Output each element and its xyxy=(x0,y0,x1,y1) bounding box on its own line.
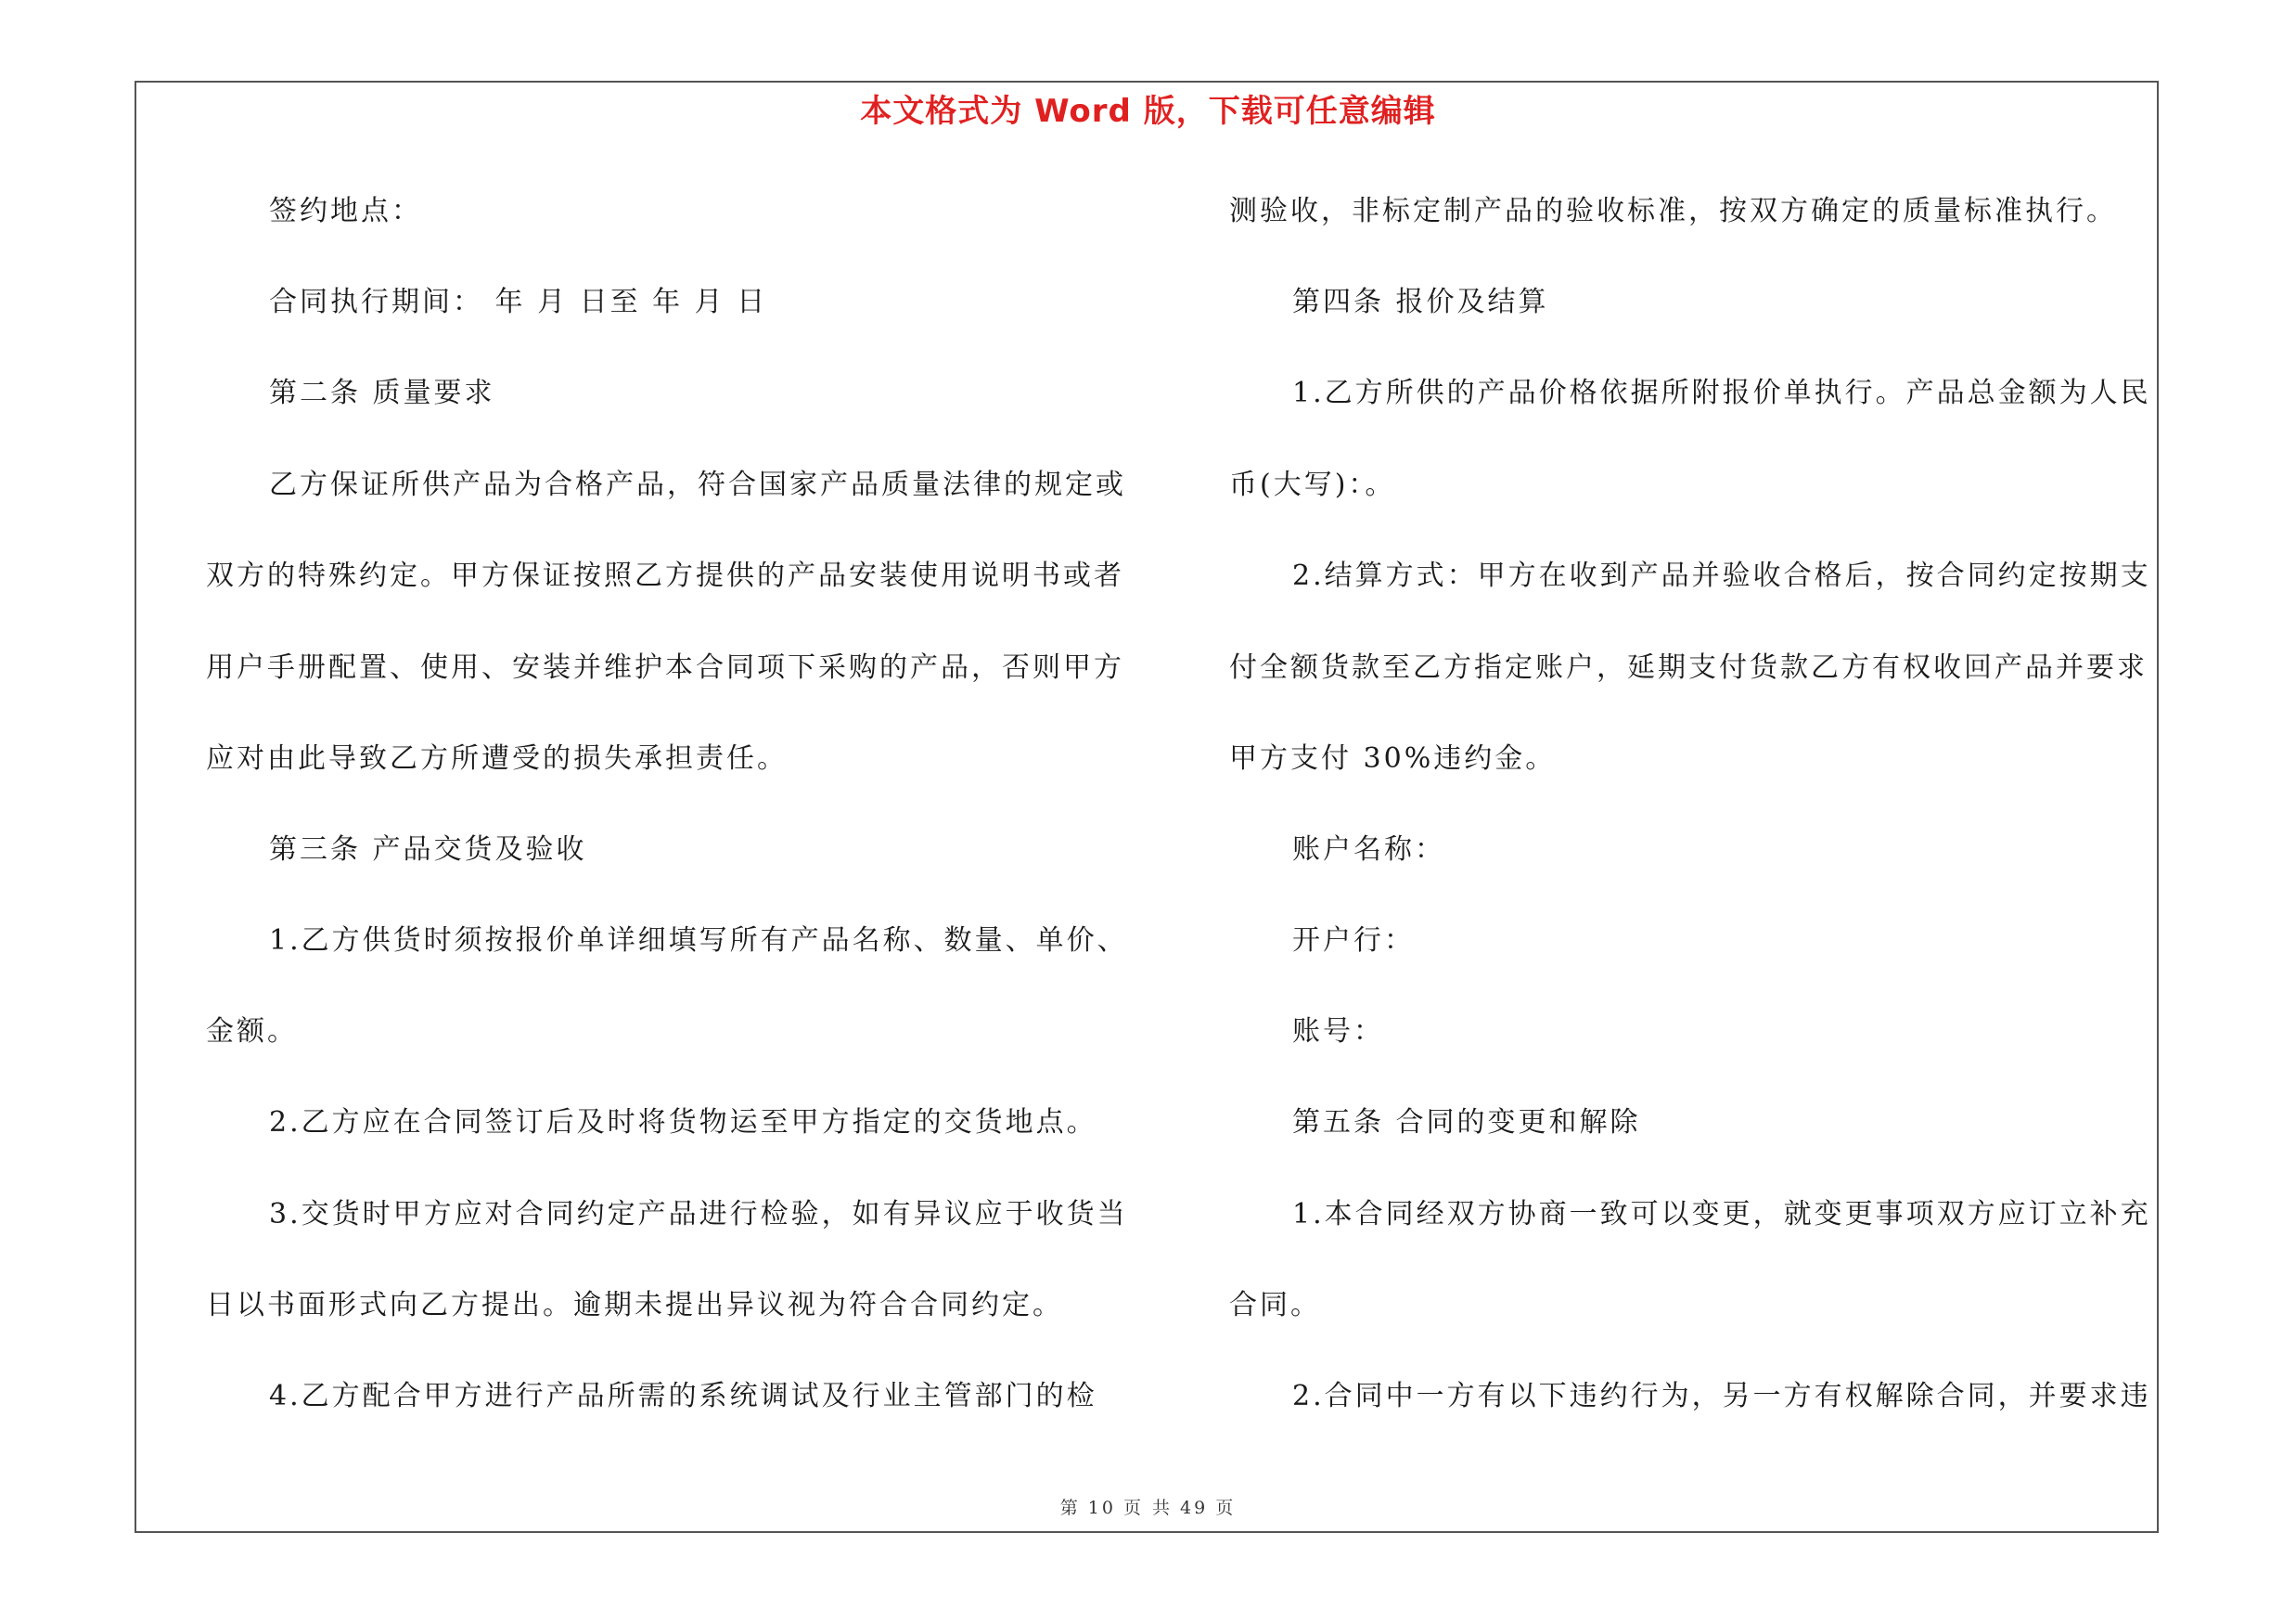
right-line: 账号： xyxy=(1292,1015,1384,1048)
page-label-prefix: 第 xyxy=(1059,1498,1081,1518)
left-line: 1.乙方供货时须按报价单详细填写所有产品名称、数量、单价、 xyxy=(269,924,1128,957)
right-line: 合同。 xyxy=(1229,1289,1321,1321)
left-line: 3.交货时甲方应对合同约定产品进行检验，如有异议应于收货当 xyxy=(269,1198,1128,1230)
right-line: 账户名称： xyxy=(1292,833,1445,866)
left-line: 第二条 质量要求 xyxy=(269,377,495,409)
left-line: 4.乙方配合甲方进行产品所需的系统调试及行业主管部门的检 xyxy=(269,1380,1097,1412)
page-label-suffix: 页 xyxy=(1215,1498,1237,1518)
right-line: 2.结算方式：甲方在收到产品并验收合格后，按合同约定按期支 xyxy=(1292,560,2151,592)
left-line: 第三条 产品交货及验收 xyxy=(269,833,587,866)
left-line: 日以书面形式向乙方提出。逾期未提出异议视为符合合同约定。 xyxy=(206,1289,1063,1321)
right-line: 测验收，非标定制产品的验收标准，按双方确定的质量标准执行。 xyxy=(1229,195,2117,227)
right-line: 付全额货款至乙方指定账户，延期支付货款乙方有权收回产品并要求 xyxy=(1229,651,2148,684)
left-line: 双方的特殊约定。甲方保证按照乙方提供的产品安装使用说明书或者 xyxy=(206,560,1124,592)
left-line: 应对由此导致乙方所遭受的损失承担责任。 xyxy=(206,742,788,775)
left-line: 合同执行期间： 年 月 日至 年 月 日 xyxy=(269,286,768,318)
page-footer xyxy=(0,1494,2296,1519)
current-page-number: 10 xyxy=(1087,1498,1116,1518)
right-line: 币(大写)：。 xyxy=(1229,469,1396,501)
left-line: 用户手册配置、使用、安装并维护本合同项下采购的产品，否则甲方 xyxy=(206,651,1124,684)
right-line: 2.合同中一方有以下违约行为，另一方有权解除合同，并要求违 xyxy=(1292,1380,2151,1412)
right-line: 第四条 报价及结算 xyxy=(1292,286,1549,318)
right-line: 甲方支付 30%违约金。 xyxy=(1229,742,1557,775)
page-label-mid: 页 共 xyxy=(1122,1498,1174,1518)
left-line: 签约地点： xyxy=(269,195,422,227)
right-line: 第五条 合同的变更和解除 xyxy=(1292,1106,1641,1139)
total-page-count: 49 xyxy=(1180,1498,1209,1518)
right-line: 1.本合同经双方协商一致可以变更，就变更事项双方应订立补充 xyxy=(1292,1198,2151,1230)
right-line: 开户行： xyxy=(1292,924,1415,957)
right-line: 1.乙方所供的产品价格依据所附报价单执行。产品总金额为人民 xyxy=(1292,377,2151,409)
format-banner: 本文格式为 Word 版，下载可任意编辑 xyxy=(860,93,1436,130)
left-line: 2.乙方应在合同签订后及时将货物运至甲方指定的交货地点。 xyxy=(269,1106,1097,1139)
left-line: 乙方保证所供产品为合格产品，符合国家产品质量法律的规定或 xyxy=(269,469,1126,501)
left-line: 金额。 xyxy=(206,1015,298,1048)
